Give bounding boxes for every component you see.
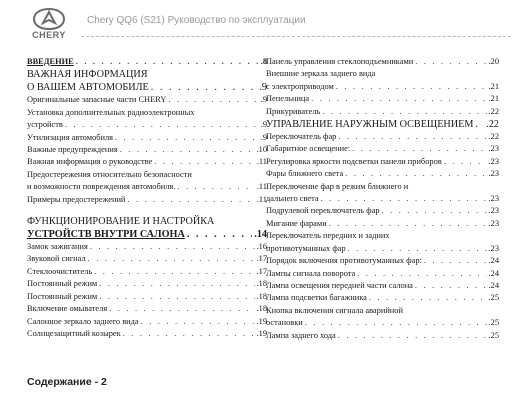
dot-leader: [311, 93, 486, 105]
dot-leader: [120, 144, 255, 156]
toc-entry[interactable]: [266, 280, 499, 292]
toc-page-number: .9: [260, 120, 267, 130]
toc-page-number: .23: [488, 243, 499, 253]
toc-entry-title: дальнего света: [266, 194, 319, 204]
toc-entry[interactable]: [27, 132, 267, 144]
dot-leader: [90, 241, 255, 253]
toc-entry-line: Кнопка включения сигнала аварийной: [266, 305, 403, 315]
toc-page-number: .19: [256, 328, 267, 338]
toc-entry[interactable]: [266, 330, 499, 342]
dot-leader: [65, 119, 259, 131]
toc-page-number: .22: [486, 119, 499, 131]
toc-entry[interactable]: [27, 156, 267, 168]
toc-entry[interactable]: [266, 106, 499, 118]
toc-entry[interactable]: [27, 291, 267, 303]
dot-leader: [348, 243, 487, 255]
toc-page-number: .9: [259, 82, 267, 94]
toc-entry-title: Фары ближнего света: [266, 169, 344, 179]
dot-leader: [123, 328, 255, 340]
toc-entry[interactable]: [266, 81, 499, 93]
toc-entry-line: Предостережения относительно безопасности: [27, 169, 192, 179]
toc-entry-title: УПРАВЛЕНИЕ НАРУЖНЫМ ОСВЕЩЕНИЕМ: [266, 119, 474, 131]
toc-section-entry[interactable]: [27, 228, 267, 241]
toc-entry[interactable]: [27, 241, 267, 253]
toc-entry-title: Лампа освещения передней части салона: [266, 280, 413, 290]
toc-entry[interactable]: [266, 218, 499, 230]
toc-entry-title: Солнцезащитный козырек: [27, 328, 121, 338]
toc-entry-title: Замок зажигания: [27, 242, 88, 252]
toc-page-number: .25: [488, 330, 499, 340]
toc-entry-title: Мигание фарами: [266, 218, 327, 228]
toc-entry-title: УСТРОЙСТВ ВНУТРИ САЛОНА: [27, 229, 185, 241]
toc-section-heading: ФУНКЦИОНИРОВАНИЕ И НАСТРОЙКА: [27, 216, 215, 228]
dot-leader: [369, 292, 487, 304]
toc-entry[interactable]: [266, 268, 499, 280]
toc-entry[interactable]: [27, 278, 267, 290]
toc-entry-title: Регулировка яркости подсветки панели приборов: [266, 156, 442, 166]
dot-leader: [88, 253, 255, 265]
toc-page-number: .16: [256, 242, 267, 252]
toc-entry-title: Оригинальные запасные части CHERY: [27, 95, 167, 105]
dot-leader: [444, 156, 487, 168]
dot-leader: [99, 278, 254, 290]
toc-entry-title: Лампа заднего хода: [266, 330, 336, 340]
dot-leader: [94, 266, 254, 278]
toc-entry-title: Примеры предостережений: [27, 194, 126, 204]
toc-entry-title: Переключатель фар: [266, 132, 337, 142]
toc-entry-title: Порядок включения противотуманных фар:: [266, 256, 422, 266]
dot-leader: [99, 291, 254, 303]
toc-page-number: .24: [488, 280, 499, 290]
toc-page-number: .21: [488, 94, 499, 104]
toc-entry-title: Салонное зеркало заднего вида: [27, 316, 139, 326]
chery-logo: [27, 8, 71, 44]
toc-entry[interactable]: [266, 317, 499, 329]
toc-entry-title: Стеклоочиститель: [27, 266, 93, 276]
toc-entry-line: Переключение фар в режим ближнего и: [266, 181, 409, 191]
toc-entry[interactable]: [266, 131, 499, 143]
toc-page-number: .17: [256, 266, 267, 276]
dot-leader: [151, 81, 258, 94]
toc-page-number: .22: [488, 106, 499, 116]
toc-entry-title: Прикуриватель: [266, 106, 321, 116]
chery-emblem-icon: [33, 8, 65, 30]
dot-leader: [141, 316, 255, 328]
dot-leader: [321, 193, 487, 205]
section-gap: [27, 206, 267, 215]
dot-leader: [76, 56, 259, 68]
dot-leader: [305, 317, 487, 329]
toc-section-entry[interactable]: [27, 81, 267, 94]
dot-leader: [115, 132, 259, 144]
toc-section-entry[interactable]: [266, 118, 499, 131]
toc-page-number: .23: [488, 206, 499, 216]
dot-leader: [329, 218, 487, 230]
toc-page-number: .9: [260, 95, 267, 105]
toc-page-number: .11: [256, 182, 267, 192]
toc-entry-title: Важная информация о руководстве: [27, 157, 153, 167]
toc-page-number: .10: [256, 145, 267, 155]
toc-page-number: .17: [256, 254, 267, 264]
toc-page-number: .22: [488, 132, 499, 142]
toc-entry-title: противотуманных фар: [266, 243, 346, 253]
toc-page-number: .24: [488, 256, 499, 266]
toc-page-number: .18: [256, 304, 267, 314]
toc-entry-title: ВВЕДЕНИЕ: [27, 57, 74, 66]
toc-entry[interactable]: [27, 144, 267, 156]
page-footer: Содержание - 2: [27, 376, 107, 388]
toc-entry[interactable]: [27, 94, 267, 106]
dot-leader: [127, 194, 254, 206]
toc-entry[interactable]: [266, 156, 499, 168]
toc-entry[interactable]: [27, 266, 267, 278]
toc-entry-title: с электроприводом: [266, 81, 334, 91]
document-title: Chery QQ6 (S21) Руководство по эксплуатации: [87, 15, 306, 26]
toc-entry[interactable]: [266, 143, 499, 155]
toc-entry-title: и возможности повреждения автомобиля.: [27, 182, 176, 192]
toc-entry[interactable]: [27, 328, 267, 340]
toc-page-number: .23: [488, 144, 499, 154]
dot-leader: [382, 205, 487, 217]
toc-page-number: .20: [488, 57, 499, 66]
toc-section-heading: ВАЖНАЯ ИНФОРМАЦИЯ: [27, 69, 148, 81]
dot-leader: [177, 181, 254, 193]
toc-entry-title: Пепельница: [266, 94, 310, 104]
toc-page-number: .18: [256, 279, 267, 289]
dot-leader: [322, 106, 486, 118]
toc-entry-title: Постоянный режим: [27, 291, 98, 301]
toc-entry-title: Панель управления стеклоподъемниками: [266, 57, 414, 66]
toc-entry-title: остановки: [266, 318, 303, 328]
dot-leader: [338, 131, 486, 143]
toc-entry-title: Постоянный режим: [27, 279, 98, 289]
toc-entry[interactable]: [266, 56, 499, 68]
toc-entry-title: О ВАШЕМ АВТОМОБИЛЕ: [27, 82, 149, 94]
toc-entry-title: устройств: [27, 120, 63, 130]
toc-entry-line: Переключатель передних и задних: [266, 231, 390, 241]
toc-entry-title: Подрулевой переключатель фар: [266, 206, 380, 216]
dot-leader: [424, 255, 487, 267]
toc-page-number: .11: [256, 194, 267, 204]
dot-leader: [336, 81, 487, 93]
dot-leader: [352, 143, 486, 155]
dot-leader: [338, 330, 487, 342]
toc-left-column: [27, 56, 267, 340]
toc-page-number: .23: [488, 194, 499, 204]
toc-page-number: .14: [254, 229, 267, 241]
toc-page-number: .23: [488, 169, 499, 179]
toc-entry-title: Утилизация автомобиля: [27, 132, 113, 142]
toc-entry[interactable]: [266, 93, 499, 105]
toc-entry-title: Важные предупреждения: [27, 145, 118, 155]
toc-entry[interactable]: [266, 255, 499, 267]
dot-leader: [187, 228, 252, 241]
dot-leader: [475, 118, 484, 131]
toc-page-number: .24: [488, 268, 499, 278]
toc-entry[interactable]: [27, 316, 267, 328]
toc-entry[interactable]: [266, 243, 499, 255]
toc-page-number: .18: [256, 291, 267, 301]
toc-entry-title: Лампа подсветки багажника: [266, 293, 367, 303]
toc-entry[interactable]: [27, 303, 267, 315]
toc-entry[interactable]: [27, 181, 267, 193]
dot-leader: [415, 280, 487, 292]
toc-entry-line: Установка дополнительных радиоэлектронных: [27, 107, 195, 117]
toc-entry-title: Лампы сигнала поворота: [266, 268, 356, 278]
toc-entry[interactable]: [266, 193, 499, 205]
logo-text: CHERY: [32, 30, 66, 40]
toc-entry-title: Габаритное освещение:: [266, 144, 351, 154]
toc-page-number: .25: [488, 293, 499, 303]
toc-page-number: .8: [260, 57, 267, 66]
toc-page-number: .23: [488, 156, 499, 166]
toc-entry[interactable]: [27, 253, 267, 265]
toc-page-number: .19: [256, 316, 267, 326]
toc-page-number: .11: [256, 157, 267, 167]
dot-leader: [109, 303, 254, 315]
toc-entry-line: Внешние зеркала заднего вида: [266, 69, 376, 79]
header-divider: [81, 36, 511, 37]
toc-page-number: .25: [488, 318, 499, 328]
dot-leader: [168, 94, 258, 106]
toc-entry-title: Включение омывателя: [27, 304, 108, 314]
toc-entry-title: Звуковой сигнал: [27, 254, 86, 264]
toc-right-column: [266, 56, 499, 342]
page-header: [0, 0, 524, 44]
dot-leader: [357, 268, 486, 280]
toc-entry[interactable]: [27, 119, 267, 131]
toc-page-number: .23: [488, 218, 499, 228]
dot-leader: [345, 168, 486, 180]
dot-leader: [154, 156, 255, 168]
toc-entry[interactable]: [27, 56, 267, 68]
toc-page-number: .21: [488, 81, 499, 91]
toc-entry[interactable]: [266, 292, 499, 304]
toc-page-number: .9: [260, 132, 267, 142]
toc-entry[interactable]: [27, 194, 267, 206]
dot-leader: [415, 56, 486, 68]
toc-entry[interactable]: [266, 168, 499, 180]
toc-entry[interactable]: [266, 205, 499, 217]
